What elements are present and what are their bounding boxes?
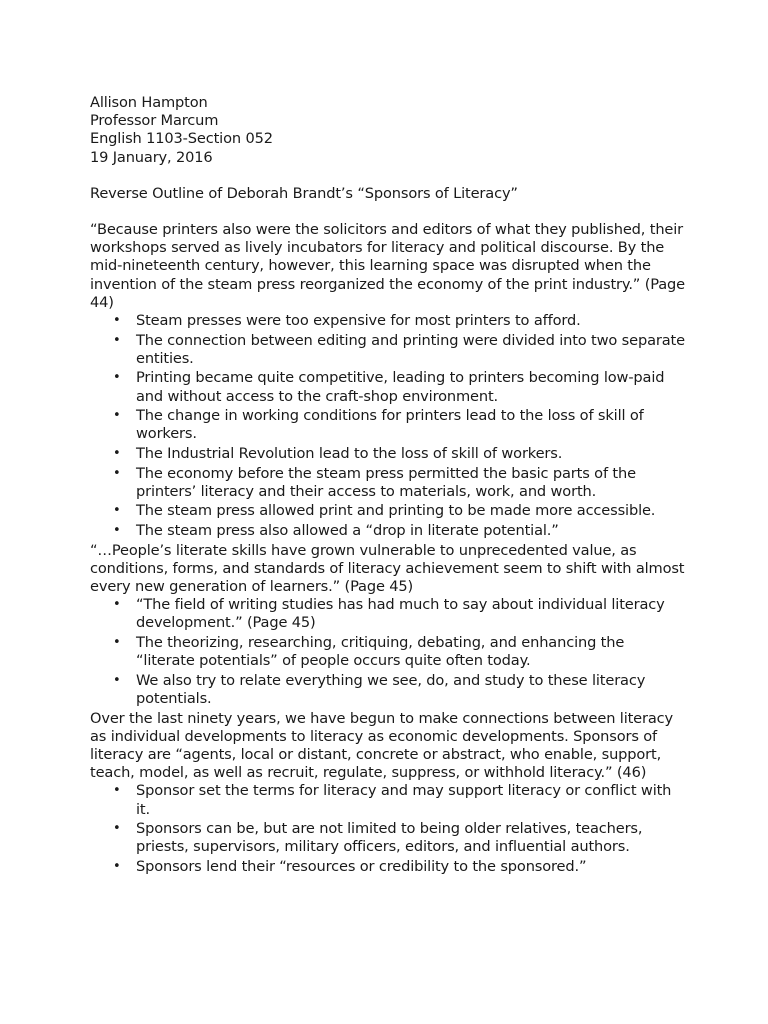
- bullet-text: Sponsors can be, but are not limited to being older relatives, teachers, priests, supervisors, military officers, editors, and influential authors.: [136, 820, 643, 856]
- bullet-dot-icon: •: [113, 465, 121, 481]
- bullet-dot-icon: •: [113, 332, 121, 348]
- bullet-dot-icon: •: [113, 859, 121, 874]
- bullet-dot-icon: •: [113, 313, 121, 329]
- bullet-text: The Industrial Revolution lead to the loss of skill of workers.: [136, 445, 563, 463]
- bullet-item: [90, 782, 686, 818]
- document-date: 19 January, 2016: [90, 148, 213, 166]
- bullet-item: [90, 369, 686, 405]
- bullet-dot-icon: •: [113, 446, 121, 462]
- bullet-text: Steam presses were too expensive for most printers to afford.: [136, 312, 581, 330]
- document-title: Reverse Outline of Deborah Brandt’s “Sponsors of Literacy”: [90, 184, 518, 202]
- bullet-item: [90, 820, 686, 856]
- quote-paragraph: “…People’s literate skills have grown vulnerable to unprecedented value, as conditions, forms, and standards of literacy achievement seem to shift with almost every new generation of learners.” (Page 45): [90, 541, 685, 595]
- bullet-item: [90, 858, 686, 876]
- blank-line: [90, 203, 686, 221]
- bullet-dot-icon: •: [113, 523, 121, 538]
- bullet-item: [90, 312, 686, 330]
- bullet-dot-icon: •: [113, 821, 121, 837]
- bullet-item: [90, 445, 686, 463]
- bullet-item: [90, 522, 686, 540]
- bullet-dot-icon: •: [113, 408, 121, 424]
- bullet-dot-icon: •: [113, 635, 121, 650]
- bullet-text: Printing became quite competitive, leading to printers becoming low-paid and without access to the craft-shop environment.: [136, 369, 665, 405]
- bullet-dot-icon: •: [113, 783, 121, 799]
- bullet-list: [90, 312, 686, 540]
- professor-name: Professor Marcum: [90, 112, 219, 130]
- bullet-dot-icon: •: [113, 672, 121, 688]
- bullet-text: The steam press allowed print and printing to be made more accessible.: [136, 502, 656, 520]
- bullet-text: The economy before the steam press permitted the basic parts of the printers’ literacy and their access to materials, work, and worth.: [136, 464, 636, 500]
- bullet-item: [90, 634, 686, 670]
- bullet-item: [90, 465, 686, 501]
- bullet-text: The theorizing, researching, critiquing, debating, and enhancing the “literate potentials” of people occurs quite often today.: [136, 634, 625, 670]
- bullet-dot-icon: •: [113, 503, 121, 519]
- document-page: [90, 94, 686, 878]
- quote-paragraph: “Because printers also were the solicitors and editors of what they published, their workshops served as lively incubators for literacy and political discourse. By the mid-nineteenth century, however, this learning space was disrupted when the invention of the steam press reorganized the economy of the print industry.” (Page 44): [90, 221, 685, 311]
- bullet-item: [90, 672, 686, 708]
- author-name: Allison Hampton: [90, 94, 208, 111]
- bullet-text: Sponsor set the terms for literacy and may support literacy or conflict with it.: [136, 782, 672, 818]
- bullet-text: The connection between editing and printing were divided into two separate entities.: [136, 331, 685, 367]
- bullet-dot-icon: •: [113, 370, 121, 386]
- bullet-text: We also try to relate everything we see, do, and study to these literacy potentials.: [136, 671, 646, 707]
- bullet-list: [90, 782, 686, 876]
- outline-body: [90, 221, 686, 876]
- course-name: English 1103-Section 052: [90, 130, 273, 148]
- bullet-dot-icon: •: [113, 597, 121, 613]
- bullet-text: The change in working conditions for printers lead to the loss of skill of workers.: [136, 407, 644, 443]
- bullet-item: [90, 502, 686, 520]
- quote-paragraph: Over the last ninety years, we have begun to make connections between literacy as individual developments to literacy as economic developments. Sponsors of literacy are “agents, local or distant, concrete or abstract, who enable, support, teach, model, as well as recruit, regulate, suppress, or withhold literacy.” (46): [90, 709, 674, 782]
- bullet-text: “The field of writing studies has had much to say about individual literacy development.” (Page 45): [136, 596, 665, 632]
- bullet-text: The steam press also allowed a “drop in literate potential.”: [136, 522, 559, 539]
- blank-line: [90, 167, 686, 185]
- bullet-item: [90, 407, 686, 443]
- bullet-text: Sponsors lend their “resources or credibility to the sponsored.”: [136, 858, 587, 875]
- bullet-item: [90, 332, 686, 368]
- bullet-list: [90, 596, 686, 708]
- bullet-item: [90, 596, 686, 632]
